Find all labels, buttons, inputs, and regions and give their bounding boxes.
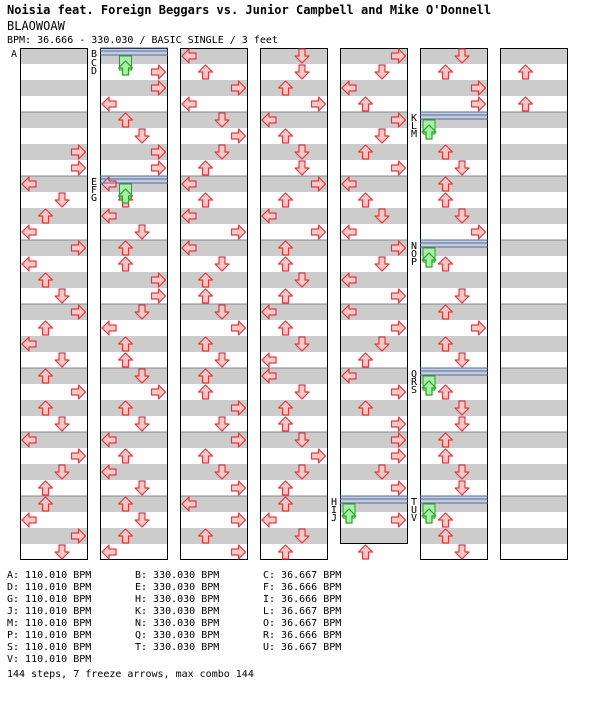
legend-row [7,582,391,594]
beat-stripe [260,336,328,352]
legend-entry: H: 330.030 BPM [135,594,220,605]
beat-stripe [20,368,88,384]
legend-entry: U: 36.667 BPM [263,642,342,653]
beat-stripe [420,528,488,544]
chart-subtitle: BLAOWOAW [7,19,65,33]
bpm-change-label: E [91,177,98,188]
legend-entry: N: 330.030 BPM [135,618,220,629]
beat-stripe [500,336,568,352]
legend-row [7,594,391,606]
bpm-change-label: S [411,385,418,396]
legend-entry: G: 110.010 BPM [7,594,92,605]
beat-stripe [260,496,328,512]
legend-row [7,630,391,642]
legend-entry: C: 36.667 BPM [263,570,342,581]
beat-stripe [420,304,488,320]
beat-stripe [260,240,328,256]
legend-row [7,606,391,618]
beat-stripe [100,528,168,544]
legend-row [7,642,391,654]
legend-entry: R: 36.666 BPM [263,630,342,641]
beat-stripe [500,112,568,128]
bpm-change-label: F [91,185,98,196]
beat-stripe [180,336,248,352]
bpm-change-label: R [411,377,418,388]
beat-stripe [260,464,328,480]
beat-stripe [260,400,328,416]
bpm-change-label: I [331,505,338,516]
beat-stripe [500,272,568,288]
beat-stripe [420,400,488,416]
beat-stripe [500,208,568,224]
beat-stripe [340,464,408,480]
beat-stripe [500,528,568,544]
beat-stripe [260,144,328,160]
bpm-change-label: U [411,505,418,516]
beat-stripe [500,176,568,192]
beat-stripe [20,48,88,64]
legend-entry: V: 110.010 BPM [7,654,92,665]
bpm-change-label: P [411,257,418,268]
beat-stripe [180,304,248,320]
bpm-change-label: J [331,513,338,524]
step-arrow-down [359,545,373,559]
beat-stripe [100,240,168,256]
legend-entry: D: 110.010 BPM [7,582,92,593]
beat-stripe [500,48,568,64]
bpm-change-label: O [411,249,418,260]
bpm-change-label: A [11,49,18,60]
beat-stripe [340,528,408,544]
beat-stripe [420,144,488,160]
bpm-change-label: Q [411,369,418,380]
song-title: Noisia feat. Foreign Beggars vs. Junior Campbell and Mike O'Donnell [7,3,492,17]
beat-stripe [20,112,88,128]
beat-stripe [180,464,248,480]
beat-stripe [20,496,88,512]
beat-stripe [340,400,408,416]
beat-stripe [260,528,328,544]
beat-stripe [420,48,488,64]
beat-stripe [500,240,568,256]
beat-stripe [500,464,568,480]
bpm-change-label: T [411,497,418,508]
beat-stripe [500,368,568,384]
beat-stripe [500,432,568,448]
beat-stripe [100,304,168,320]
legend-entry: M: 110.010 BPM [7,618,92,629]
legend-entry: L: 36.667 BPM [263,606,342,617]
bpm-change-label: N [411,241,418,252]
legend-entry: I: 36.666 BPM [263,594,342,605]
beat-stripe [420,176,488,192]
beat-stripe [100,48,168,64]
beat-stripe [20,80,88,96]
beat-stripe [340,144,408,160]
beat-stripe [500,80,568,96]
beat-stripe [100,336,168,352]
step-summary: 144 steps, 7 freeze arrows, max combo 144 [7,669,254,680]
beat-stripe [20,464,88,480]
beat-stripe [260,272,328,288]
legend-row [7,654,391,666]
bpm-change-label: H [331,497,338,508]
beat-stripe [420,464,488,480]
beat-stripe [500,144,568,160]
beat-stripe [100,112,168,128]
beat-stripe [100,368,168,384]
bpm-change-label: D [91,66,98,77]
bpm-change-label: M [411,129,418,140]
beat-stripe [340,336,408,352]
bpm-legend [7,570,391,666]
legend-entry: F: 36.666 BPM [263,582,342,593]
beat-stripe [180,112,248,128]
bpm-change-label: V [411,513,418,524]
legend-entry: O: 36.667 BPM [263,618,342,629]
bpm-change-label: B [91,49,98,60]
legend-entry: E: 330.030 BPM [135,582,220,593]
bpm-change-label: G [91,193,98,204]
bpm-change-label: K [411,113,418,124]
legend-row [7,618,391,630]
legend-entry: T: 330.030 BPM [135,642,220,653]
bpm-change-label: C [91,58,98,69]
legend-entry: J: 110.010 BPM [7,606,92,617]
beat-stripe [180,528,248,544]
beat-stripe [420,432,488,448]
bpm-summary-line: BPM: 36.666 - 330.030 / BASIC SINGLE / 3 feet [7,35,278,46]
beat-stripe [100,400,168,416]
beat-stripe [500,400,568,416]
beat-stripe [420,336,488,352]
legend-entry: B: 330.030 BPM [135,570,220,581]
beat-stripe [500,304,568,320]
beat-stripe [340,208,408,224]
legend-row [7,570,391,582]
legend-entry: Q: 330.030 BPM [135,630,220,641]
legend-entry: K: 330.030 BPM [135,606,220,617]
beat-stripe [260,432,328,448]
beat-stripe [180,272,248,288]
legend-entry: P: 110.010 BPM [7,630,92,641]
beat-stripe [420,272,488,288]
beat-stripe [20,272,88,288]
beat-stripe [260,80,328,96]
beat-stripe [20,208,88,224]
bpm-change-label: L [411,121,418,132]
legend-entry: A: 110.010 BPM [7,570,92,581]
beat-stripe [260,48,328,64]
legend-entry: S: 110.010 BPM [7,642,92,653]
beat-stripe [180,368,248,384]
beat-stripe [100,496,168,512]
beat-stripe [20,400,88,416]
beat-stripe [500,496,568,512]
beat-stripe [420,208,488,224]
beat-stripe [180,144,248,160]
